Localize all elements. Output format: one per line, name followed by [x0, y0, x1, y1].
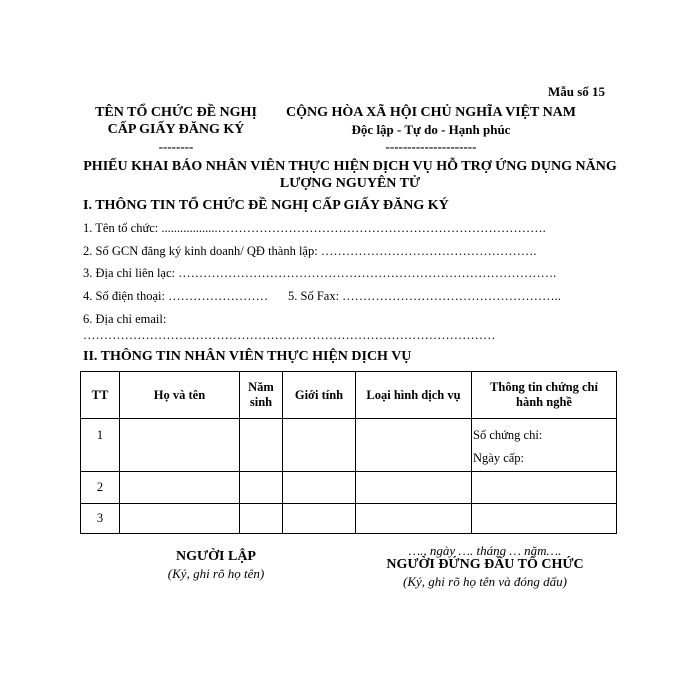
gender-cell[interactable] — [283, 419, 356, 472]
certificate-date-label: Ngày cấp: — [473, 451, 525, 465]
org-separator: -------- — [158, 139, 194, 154]
preparer-title: NGƯỜI LẬP — [176, 549, 256, 564]
head-note: (Ký, ghi rõ họ tên và đóng dấu) — [403, 574, 567, 589]
gender-cell[interactable] — [283, 504, 356, 534]
certificate-cell[interactable] — [472, 419, 617, 472]
contact-address-field[interactable]: 3. Địa chỉ liên lạc: ………………………………………………………………………………. — [83, 266, 557, 280]
org-name-field[interactable]: 1. Tên tổ chức: ..................……………………………………………………………………. — [83, 221, 546, 235]
col-header-birth-year-line-1: Năm — [248, 380, 274, 394]
certificate-number-label: Số chứng chỉ: — [473, 428, 543, 442]
certificate-cell[interactable] — [472, 472, 617, 504]
row-number: 2 — [81, 472, 120, 504]
row-number: 3 — [81, 504, 120, 534]
service-type-cell[interactable] — [356, 419, 472, 472]
service-type-cell[interactable] — [356, 472, 472, 504]
preparer-note: (Ký, ghi rõ họ tên) — [167, 566, 265, 581]
head-title: NGƯỜI ĐỨNG ĐẦU TỔ CHỨC — [386, 557, 584, 572]
table-row — [81, 419, 617, 472]
col-header-name: Họ và tên — [120, 372, 240, 419]
fax-field[interactable]: 5. Số Fax: …………………………………………….. — [288, 289, 561, 303]
org-line-2: CẤP GIẤY ĐĂNG KÝ — [107, 122, 245, 137]
col-header-certificate-line-2: hành nghề — [516, 395, 572, 409]
name-cell[interactable] — [120, 419, 240, 472]
national-title: CỘNG HÒA XÃ HỘI CHỦ NGHĨA VIỆT NAM — [285, 105, 576, 120]
gender-cell[interactable] — [283, 472, 356, 504]
row-number: 1 — [81, 419, 120, 472]
document-title-line-2: LƯỢNG NGUYÊN TỬ — [279, 176, 421, 191]
birth-year-cell[interactable] — [240, 472, 283, 504]
table-row — [81, 472, 617, 504]
national-separator: --------------------- — [385, 139, 477, 154]
signature-date: …., ngày …. tháng … năm…. — [408, 543, 562, 558]
table-row — [81, 504, 617, 534]
table-header-row — [81, 372, 617, 419]
col-header-gender: Giới tính — [283, 372, 356, 419]
org-line-1: TÊN TỔ CHỨC ĐỀ NGHỊ — [95, 105, 257, 120]
col-header-certificate — [472, 372, 617, 419]
document-title-line-1: PHIẾU KHAI BÁO NHÂN VIÊN THỰC HIỆN DỊCH VỤ HỖ TRỢ ỨNG DỤNG NĂNG — [83, 159, 617, 174]
service-type-cell[interactable] — [356, 504, 472, 534]
email-label: 6. Địa chỉ email: — [83, 312, 167, 326]
national-motto: Độc lập - Tự do - Hạnh phúc — [351, 122, 511, 137]
name-cell[interactable] — [120, 472, 240, 504]
section-2-heading: II. THÔNG TIN NHÂN VIÊN THỰC HIỆN DỊCH VỤ — [83, 349, 412, 364]
section-1-heading: I. THÔNG TIN TỔ CHỨC ĐỀ NGHỊ CẤP GIẤY ĐĂNG KÝ — [83, 198, 449, 213]
col-header-birth-year-line-2: sinh — [249, 395, 273, 409]
business-license-field[interactable]: 2. Số GCN đăng ký kinh doanh/ QĐ thành lập: ……………………………………………. — [83, 244, 537, 258]
certificate-cell[interactable] — [472, 504, 617, 534]
birth-year-cell[interactable] — [240, 504, 283, 534]
col-header-service-type: Loại hình dịch vụ — [356, 372, 472, 419]
email-field[interactable]: ……………………………………………………………………………………… — [83, 328, 496, 342]
birth-year-cell[interactable] — [240, 419, 283, 472]
col-header-certificate-line-1: Thông tin chứng chỉ — [490, 380, 598, 394]
col-header-tt: TT — [81, 372, 120, 419]
phone-field[interactable]: 4. Số điện thoại: …………………… — [83, 289, 269, 303]
col-header-birth-year — [240, 372, 283, 419]
form-number: Mẫu số 15 — [548, 84, 606, 99]
staff-table — [80, 371, 617, 534]
name-cell[interactable] — [120, 504, 240, 534]
